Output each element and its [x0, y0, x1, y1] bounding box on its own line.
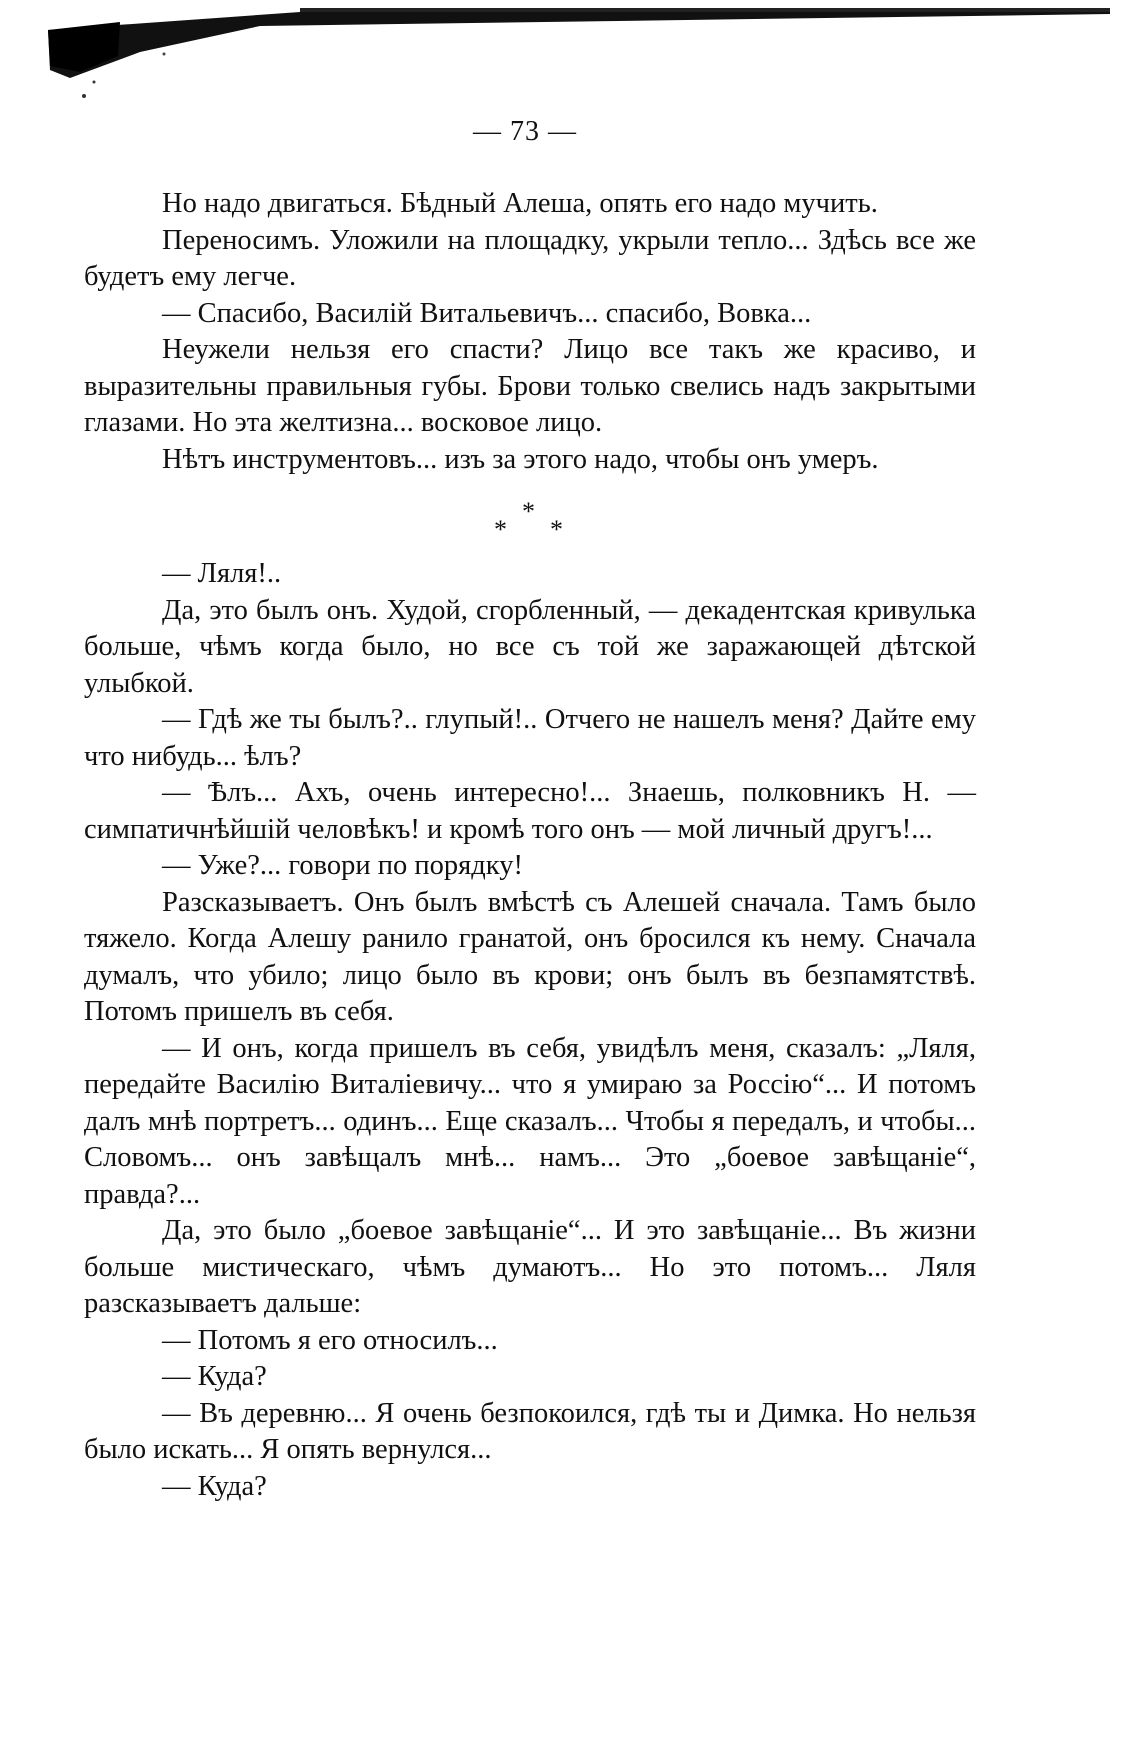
paragraph: Нѣтъ инструментовъ... изъ за этого надо, чтобы онъ умеръ.: [162, 443, 879, 475]
scan-edge-smudge: [0, 0, 1140, 130]
paragraph: — Уже?... говори по порядку!: [162, 850, 523, 881]
paragraph: Разсказываетъ. Онъ былъ вмѣстѣ съ Алешей сначала. Тамъ было тяжело. Когда Алешу ранило гранатой, онъ бросился къ нему. Сначала думалъ, что убило; лицо было въ крови; онъ былъ въ безпамятствѣ. Потомъ пришелъ въ себя.: [84, 886, 976, 1027]
paragraph: — Ѣлъ... Ахъ, очень интересно!... Знаешь, полковникъ Н. — симпатичнѣйшій человѣкъ! и кромѣ того онъ — мой личный другъ!...: [84, 777, 976, 845]
paragraph: — Въ деревню... Я очень безпокоился, гдѣ ты и Димка. Но нельзя было искать... Я опять вернулся...: [84, 1397, 976, 1465]
page-number: — 73 —: [473, 116, 577, 147]
paragraph: — Куда?: [162, 1361, 267, 1392]
paragraph: Но надо двигаться. Бѣдный Алеша, опять его надо мучить.: [162, 188, 878, 219]
paragraph: Переносимъ. Уложили на площадку, укрыли тепло... Здѣсь все же будетъ ему легче.: [84, 224, 976, 292]
section-separator: [84, 484, 976, 554]
body-text: [84, 186, 976, 1505]
paragraph: — Спасибо, Василій Витальевичъ... спасибо, Вовка...: [162, 297, 812, 329]
asterisk: *: [494, 515, 507, 544]
paragraph: — Гдѣ же ты былъ?.. глупый!.. Отчего не нашелъ меня? Дайте ему что нибудь... ѣлъ?: [84, 704, 976, 772]
paragraph: Неужели нельзя его спасти? Лицо все такъ же красиво, и выразительны правильныя губы. Брови только свелись надъ закрытыми глазами. Но эта желтизна... восковое лицо.: [84, 334, 976, 438]
paragraph: — Потомъ я его относилъ...: [162, 1324, 498, 1356]
paragraph: — И онъ, когда пришелъ въ себя, увидѣлъ меня, сказалъ: „Ляля, передайте Василію Виталіевичу... что я умираю за Россію“... И потомъ далъ мнѣ портретъ... одинъ... Еще сказалъ... Чтобы я передалъ, и чтобы... Словомъ... онъ завѣщалъ мнѣ... намъ... Это „боевое завѣщаніе“, правда?...: [84, 1032, 976, 1210]
asterisk: *: [550, 515, 563, 544]
asterisk: *: [522, 497, 535, 526]
paragraph: Да, это было „боевое завѣщаніе“... И это завѣщаніе... Въ жизни больше мистическаго, чѣмъ думаютъ... Но это потомъ... Ляля разсказываетъ дальше:: [84, 1215, 976, 1319]
paragraph: — Куда?: [162, 1470, 267, 1502]
paragraph: Да, это былъ онъ. Худой, сгорбленный, — декадентская кривулька больше, чѣмъ когда было, но все съ той же заражающей дѣтской улыбкой.: [84, 594, 976, 699]
paragraph: — Ляля!..: [162, 558, 282, 589]
